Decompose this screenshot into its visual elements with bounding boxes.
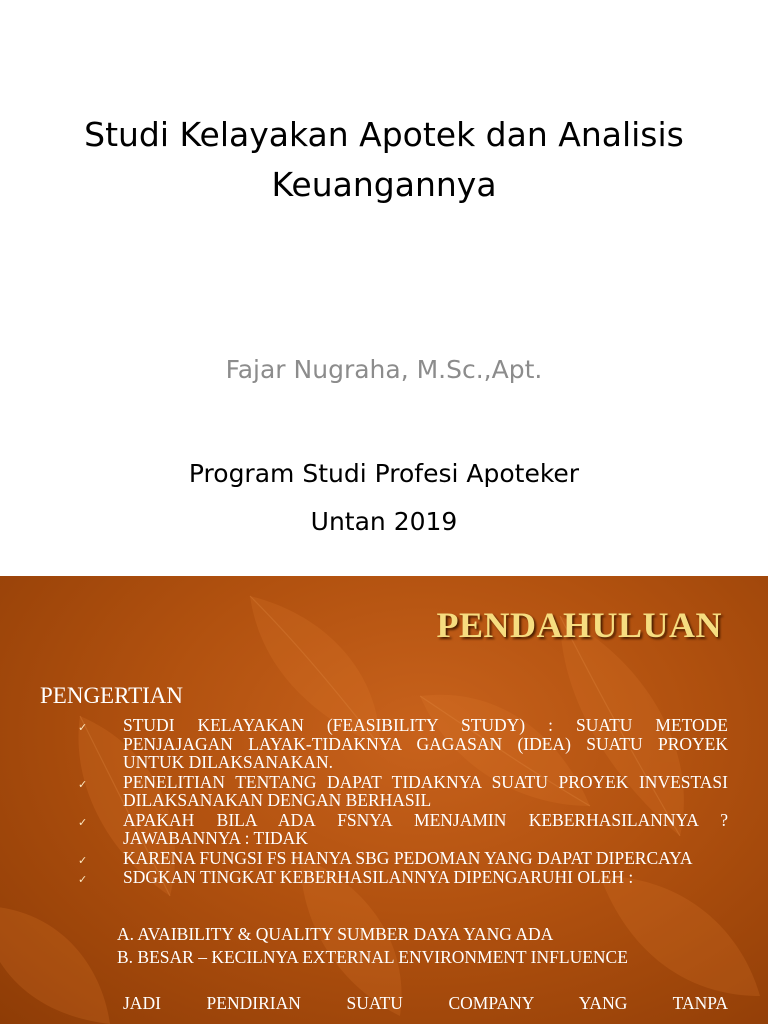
list-item xyxy=(76,811,728,848)
list-item xyxy=(76,849,728,868)
program-info xyxy=(40,450,728,546)
slide-title-line-1: Studi Kelayakan Apotek dan Analisis xyxy=(84,115,684,154)
slide-heading: PENDAHULUAN xyxy=(436,605,722,645)
program-year: Untan 2019 xyxy=(310,507,458,536)
list-item xyxy=(76,868,728,887)
sub-point-a: A. AVAIBILITY & QUALITY SUMBER DAYA YANG ADA xyxy=(117,924,554,944)
content-slide xyxy=(0,576,768,1024)
checkmark-icon: ✓ xyxy=(78,853,88,867)
author-name: Fajar Nugraha, M.Sc.,Apt. xyxy=(225,355,543,384)
slide-title xyxy=(40,110,728,210)
section-heading: PENGERTIAN xyxy=(40,683,183,708)
closing-paragraph: JADI PENDIRIAN SUATU COMPANY YANG TANPA xyxy=(123,993,728,1013)
list-item xyxy=(76,773,728,810)
checkmark-icon: ✓ xyxy=(78,815,88,829)
list-item-text: KARENA FUNGSI FS HANYA SBG PEDOMAN YANG DAPAT DIPERCAYA xyxy=(123,847,693,868)
slide-title-line-2: Keuangannya xyxy=(271,165,497,204)
list-item-text: STUDI KELAYAKAN (FEASIBILITY STUDY) : SUATU METODE PENJAJAGAN LAYAK-TIDAKNYA GAGASAN (IDEA) SUATU PROYEK UNTUK DILAKSANAKAN. xyxy=(123,715,728,772)
checkmark-icon: ✓ xyxy=(78,777,88,791)
sub-point-b: B. BESAR – KECILNYA EXTERNAL ENVIRONMENT INFLUENCE xyxy=(117,947,628,967)
checkmark-icon: ✓ xyxy=(78,873,88,886)
checkmark-icon: ✓ xyxy=(78,721,88,734)
bullet-list xyxy=(76,716,728,888)
program-name: Program Studi Profesi Apoteker xyxy=(188,459,580,488)
list-item-text: PENELITIAN TENTANG DAPAT TIDAKNYA SUATU PROYEK INVESTASI DILAKSANAKAN DENGAN BERHASIL xyxy=(123,771,728,810)
list-item xyxy=(76,716,728,772)
list-item-text: SDGKAN TINGKAT KEBERHASILANNYA DIPENGARUHI OLEH : xyxy=(123,867,634,887)
list-item-text: APAKAH BILA ADA FSNYA MENJAMIN KEBERHASILANNYA ? JAWABANNYA : TIDAK xyxy=(123,809,728,848)
